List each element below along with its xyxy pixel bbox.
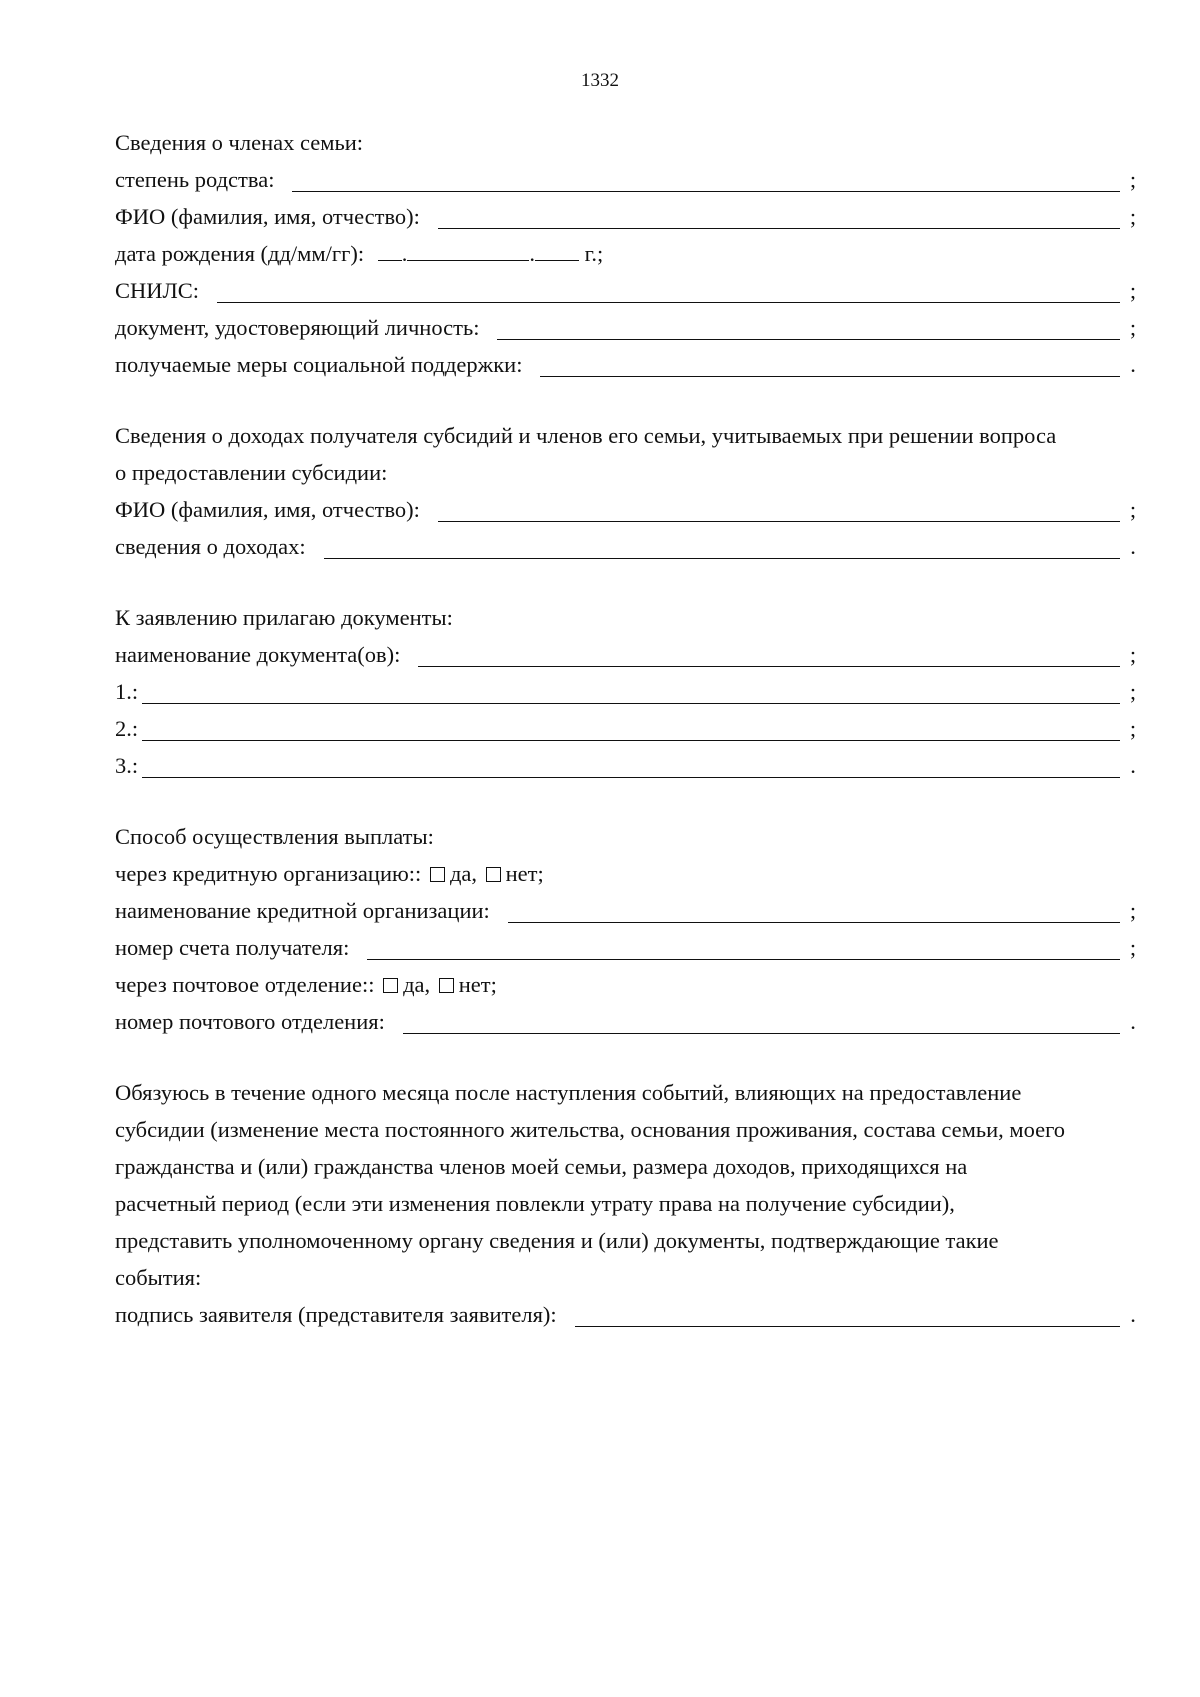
family-heading: Сведения о членах семьи: xyxy=(115,130,364,155)
period: . xyxy=(1130,753,1136,778)
no-label: нет; xyxy=(505,861,544,886)
documents-heading: К заявлению прилагаю документы: xyxy=(115,605,453,630)
post-no-checkbox[interactable] xyxy=(439,978,454,993)
period: . xyxy=(1130,534,1136,559)
post-office-number-label: номер почтового отделения: xyxy=(115,1009,385,1034)
family-fio-label: ФИО (фамилия, имя, отчество): xyxy=(115,204,420,229)
income-fio-field[interactable] xyxy=(115,491,1140,528)
obligation-text-line: расчетный период (если эти изменения повлекли утрату права на получение субсидии), xyxy=(115,1191,955,1216)
semicolon: ; xyxy=(1129,898,1137,923)
document-item-1[interactable] xyxy=(115,673,1140,710)
semicolon: ; xyxy=(1129,497,1137,522)
period: . xyxy=(1130,1009,1136,1034)
credit-org-name-input-line[interactable] xyxy=(508,898,1120,923)
document-item-number: 1.: xyxy=(115,679,139,704)
income-fio-label: ФИО (фамилия, имя, отчество): xyxy=(115,497,420,522)
credit-org-name-label: наименование кредитной организации: xyxy=(115,898,490,923)
document-item-input-line[interactable] xyxy=(142,679,1120,704)
credit-no-checkbox[interactable] xyxy=(486,867,501,882)
birth-year-input-line[interactable] xyxy=(535,238,579,261)
income-heading-line1: Сведения о доходах получателя субсидий и членов его семьи, учитываемых при решении вопроса xyxy=(115,423,1057,448)
obligation-text-line: события: xyxy=(115,1265,202,1290)
birth-date-label: дата рождения (дд/мм/гг): xyxy=(115,241,365,266)
relation-field[interactable] xyxy=(115,161,1140,198)
income-heading-line2: о предоставлении субсидии: xyxy=(115,460,388,485)
snils-label: СНИЛС: xyxy=(115,278,200,303)
income-fio-input-line[interactable] xyxy=(438,497,1120,522)
semicolon: ; xyxy=(1129,935,1137,960)
obligation-text-line: субсидии (изменение места постоянного жительства, основания проживания, состава семьи, моего xyxy=(115,1117,1066,1142)
birth-month-input-line[interactable] xyxy=(407,238,529,261)
semicolon: ; xyxy=(1129,204,1137,229)
period: . xyxy=(1130,352,1136,377)
yes-label: да, xyxy=(449,861,477,886)
family-fio-input-line[interactable] xyxy=(438,204,1120,229)
income-info-field[interactable] xyxy=(115,528,1140,565)
no-label: нет; xyxy=(458,972,497,997)
snils-field[interactable] xyxy=(115,272,1140,309)
signature-label: подпись заявителя (представителя заявителя): xyxy=(115,1302,557,1327)
account-number-input-line[interactable] xyxy=(367,935,1120,960)
semicolon: ; xyxy=(1129,679,1137,704)
relation-label: степень родства: xyxy=(115,167,275,192)
post-yes-checkbox[interactable] xyxy=(383,978,398,993)
post-office-number-field[interactable] xyxy=(115,1003,1140,1040)
birth-day-input-line[interactable] xyxy=(378,238,402,261)
family-fio-field[interactable] xyxy=(115,198,1140,235)
document-name-label: наименование документа(ов): xyxy=(115,642,401,667)
section-gap xyxy=(115,784,1140,818)
page-number: 1332 xyxy=(581,70,619,91)
form-content xyxy=(115,124,1140,1333)
document-item-3[interactable] xyxy=(115,747,1140,784)
credit-org-name-field[interactable] xyxy=(115,892,1140,929)
birth-date-suffix: г.; xyxy=(584,241,604,266)
credit-org-choice xyxy=(115,855,1140,892)
post-office-number-input-line[interactable] xyxy=(403,1009,1120,1034)
document-item-input-line[interactable] xyxy=(142,716,1120,741)
semicolon: ; xyxy=(1129,642,1137,667)
document-item-2[interactable] xyxy=(115,710,1140,747)
document-name-field[interactable] xyxy=(115,636,1140,673)
document-item-number: 2.: xyxy=(115,716,139,741)
post-office-label: через почтовое отделение:: xyxy=(115,972,375,997)
payment-heading: Способ осуществления выплаты: xyxy=(115,824,434,849)
income-info-input-line[interactable] xyxy=(324,534,1120,559)
period: . xyxy=(1130,1302,1136,1327)
credit-yes-checkbox[interactable] xyxy=(430,867,445,882)
semicolon: ; xyxy=(1129,167,1137,192)
semicolon: ; xyxy=(1129,716,1137,741)
id-document-label: документ, удостоверяющий личность: xyxy=(115,315,480,340)
id-document-field[interactable] xyxy=(115,309,1140,346)
date-separator: . xyxy=(529,241,535,266)
id-document-input-line[interactable] xyxy=(497,315,1120,340)
relation-input-line[interactable] xyxy=(292,167,1120,192)
social-support-input-line[interactable] xyxy=(540,352,1120,377)
obligation-text-line: Обязуюсь в течение одного месяца после наступления событий, влияющих на предоставление xyxy=(115,1080,1022,1105)
credit-org-label: через кредитную организацию:: xyxy=(115,861,422,886)
signature-field[interactable] xyxy=(115,1296,1140,1333)
document-name-input-line[interactable] xyxy=(418,642,1120,667)
birth-date-field xyxy=(115,235,1140,272)
semicolon: ; xyxy=(1129,315,1137,340)
income-info-label: сведения о доходах: xyxy=(115,534,306,559)
obligation-text-line: гражданства и (или) гражданства членов моей семьи, размера доходов, приходящихся на xyxy=(115,1154,968,1179)
semicolon: ; xyxy=(1129,278,1137,303)
document-item-number: 3.: xyxy=(115,753,139,778)
yes-label: да, xyxy=(403,972,431,997)
section-gap xyxy=(115,1040,1140,1074)
social-support-label: получаемые меры социальной поддержки: xyxy=(115,352,523,377)
date-separator: . xyxy=(401,241,408,266)
account-number-field[interactable] xyxy=(115,929,1140,966)
obligation-text-line: представить уполномоченному органу сведения и (или) документы, подтверждающие такие xyxy=(115,1228,999,1253)
social-support-field[interactable] xyxy=(115,346,1140,383)
snils-input-line[interactable] xyxy=(217,278,1120,303)
post-office-choice xyxy=(115,966,1140,1003)
signature-input-line[interactable] xyxy=(575,1302,1120,1327)
account-number-label: номер счета получателя: xyxy=(115,935,350,960)
document-item-input-line[interactable] xyxy=(142,753,1120,778)
section-gap xyxy=(115,565,1140,599)
section-gap xyxy=(115,383,1140,417)
